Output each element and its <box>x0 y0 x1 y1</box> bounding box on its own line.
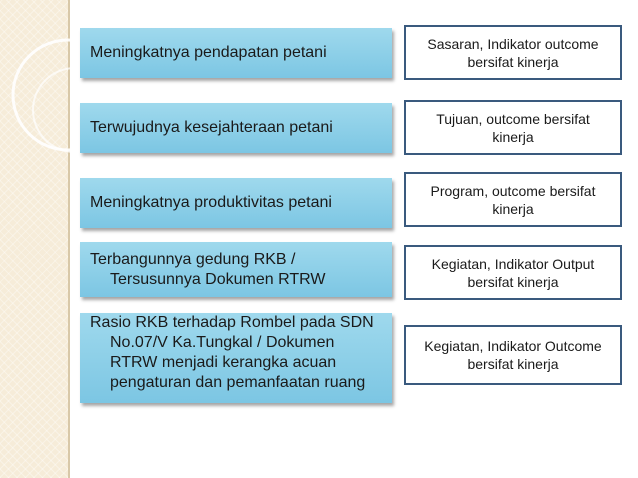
left-box-1-text: Meningkatnya pendapatan petani <box>90 44 327 61</box>
right-box-5-text: Kegiatan, Indikator Outcome bersifat kinerja <box>424 338 602 372</box>
left-box-1 <box>80 28 392 78</box>
right-box-1-text: Sasaran, Indikator outcome bersifat kinerja <box>427 35 599 70</box>
right-box-5 <box>404 325 622 385</box>
right-box-3 <box>404 172 622 227</box>
left-box-4 <box>80 242 392 297</box>
right-box-2-text: Tujuan, outcome bersifat kinerja <box>436 110 590 145</box>
left-box-2-text: Terwujudnya kesejahteraan petani <box>90 119 333 136</box>
right-box-1 <box>404 25 622 80</box>
right-box-4 <box>404 245 622 300</box>
left-box-4-text: Terbangunnya gedung RKB / Tersusunnya Dokumen RTRW <box>90 250 326 288</box>
right-box-2 <box>404 100 622 155</box>
left-box-3-text: Meningkatnya produktivitas petani <box>90 194 332 211</box>
left-box-5-text: Rasio RKB terhadap Rombel pada SDN No.07/V Ka.Tungkal / Dokumen RTRW menjadi kerangka acuan pengaturan dan pemanfaatan ruang <box>90 314 374 391</box>
left-box-3 <box>80 178 392 228</box>
right-box-3-text: Program, outcome bersifat kinerja <box>430 182 596 217</box>
right-box-4-text: Kegiatan, Indikator Output bersifat kinerja <box>431 255 595 290</box>
left-box-5 <box>80 313 392 403</box>
left-box-2 <box>80 103 392 153</box>
